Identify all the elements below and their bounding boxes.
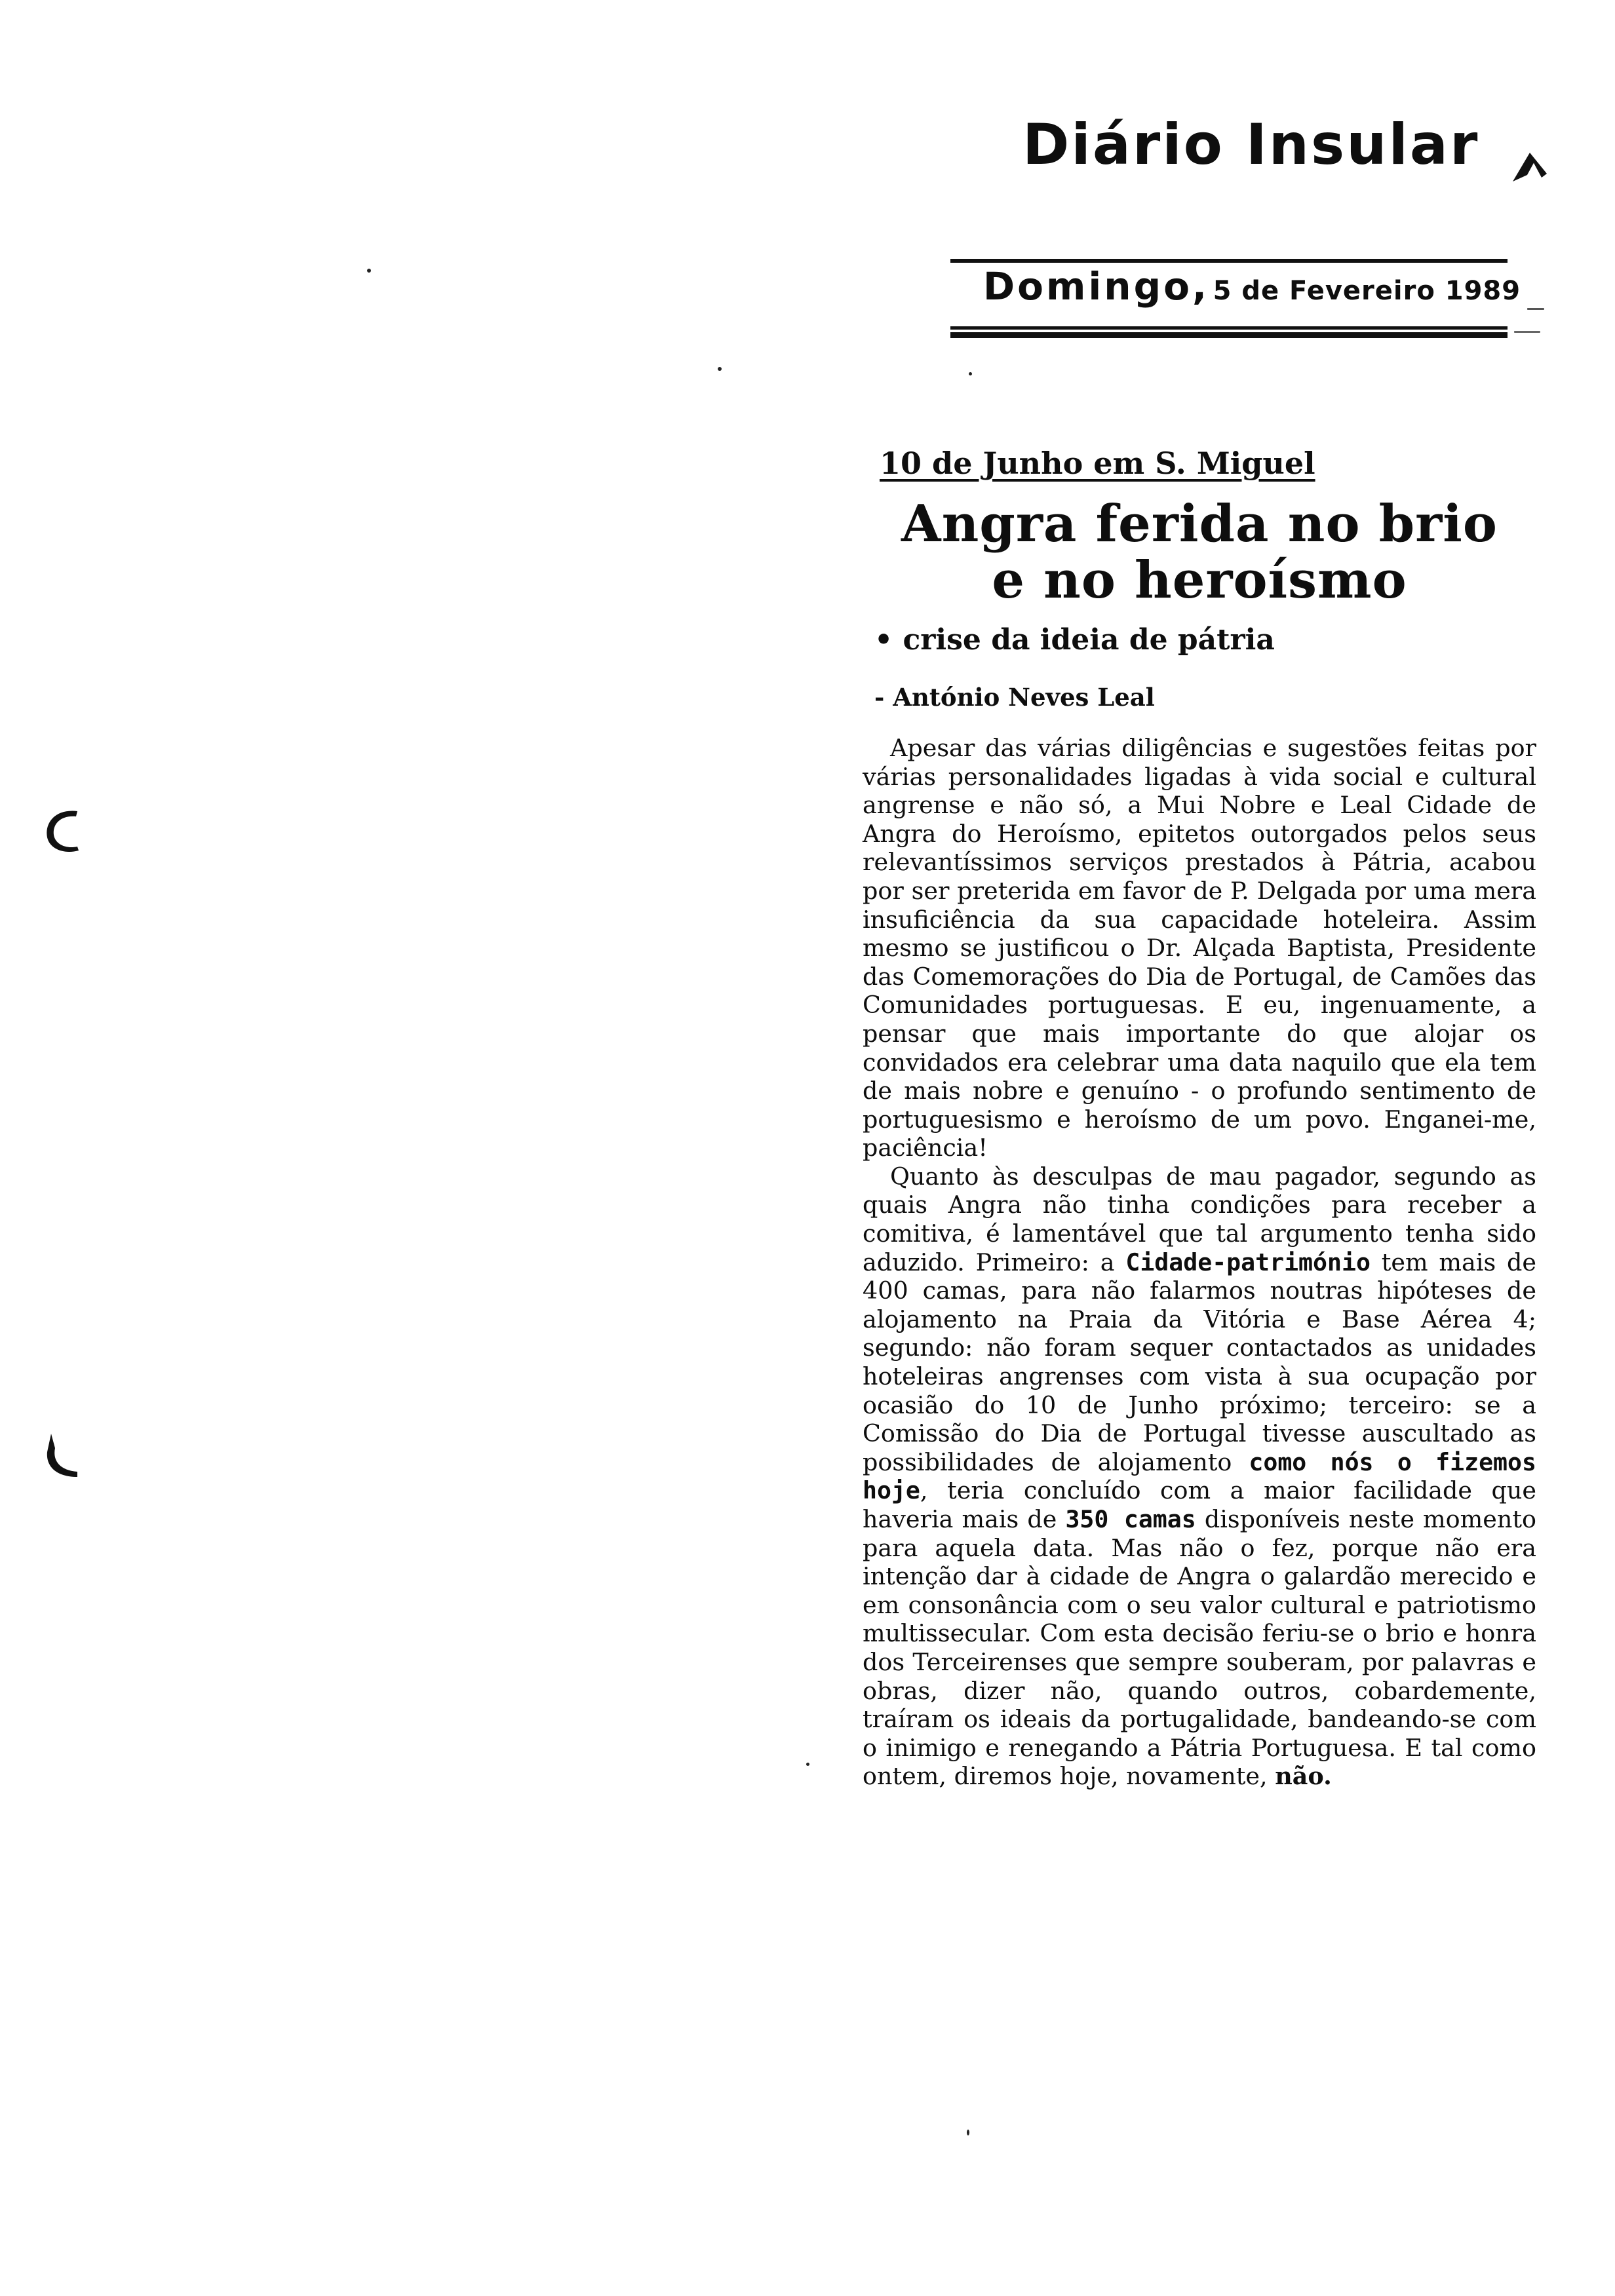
p2-bold-cidade-patrimonio: Cidade-património bbox=[1125, 1248, 1371, 1276]
headline-line-2: e no heroísmo bbox=[992, 550, 1407, 610]
p2-text-2: tem mais de 400 camas, para não falarmos noutras hipóteses de alojamento na Praia da Vitória e Base Aérea 4; segundo: não foram sequer contactados as unidades hoteleiras angrenses com vista à sua ocupação por ocasião do 10 de Junho próximo; terceiro: se a Comissão do Dia de Portugal tivesse auscultado as possibilidades de alojamento bbox=[863, 1248, 1536, 1476]
p2-text-4: disponíveis neste momento para aquela data. Mas não o fez, porque não era intenção dar à cidade de Angra o galardão merecido e em consonância com o seu valor cultural e patriotismo multissecular. Com esta decisão feriu-se o brio e honra dos Terceirenses que sempre souberam, por palavras e obras, dizer não, quando outros, cobardemente, traíram os ideais da portugalidade, bandeando-se com o inimigo e renegando a Pátria Portuguesa. E tal como ontem, diremos hoje, novamente, bbox=[863, 1505, 1537, 1791]
punch-mark-icon bbox=[38, 1428, 80, 1481]
date-rule-top bbox=[950, 259, 1508, 263]
article-byline: - António Neves Leal bbox=[874, 682, 1155, 712]
date-line bbox=[983, 264, 1521, 309]
article-kicker: 10 de Junho em S. Miguel bbox=[880, 446, 1315, 481]
p2-bold-350-camas: 350 camas bbox=[1065, 1505, 1196, 1533]
paragraph-2 bbox=[863, 1162, 1536, 1791]
date-rest: 5 de Fevereiro 1989 bbox=[1213, 276, 1521, 306]
scan-speck bbox=[806, 1763, 809, 1766]
article bbox=[859, 446, 1540, 1791]
scan-speck bbox=[1527, 308, 1544, 310]
article-headline bbox=[859, 496, 1540, 609]
scan-speck bbox=[969, 372, 972, 375]
article-body bbox=[863, 734, 1536, 1791]
newspaper-name: Diário Insular bbox=[1022, 112, 1480, 178]
scan-speck bbox=[718, 367, 722, 371]
corner-mark-icon bbox=[1508, 141, 1553, 187]
article-subtitle: • crise da ideia de pátria bbox=[874, 622, 1275, 657]
scan-speck bbox=[367, 269, 371, 273]
p2-bold-nao: não. bbox=[1275, 1762, 1332, 1791]
date-weekday: Domingo, bbox=[983, 264, 1209, 309]
punch-mark-icon bbox=[41, 805, 83, 857]
date-rule-bottom bbox=[950, 326, 1508, 338]
headline-line-1: Angra ferida no brio bbox=[901, 494, 1498, 554]
scan-speck bbox=[1514, 331, 1540, 333]
p2-text-1: Quanto às desculpas de mau pagador, segundo as quais Angra não tinha condições para receber a comitiva, é lamentável que tal argumento tenha sido aduzido. Primeiro: a bbox=[863, 1162, 1536, 1276]
p2-bold-como-nos: como nós o fizemos hoje bbox=[863, 1447, 1536, 1505]
paragraph-1: Apesar das várias diligências e sugestões feitas por várias personalidades ligadas à vida social e cultural angrense e não só, a Mui Nobre e Leal Cidade de Angra do Heroísmo, epitetos outorgados pelos seus relevantíssimos serviços prestados à Pátria, acabou por ser preterida em favor de P. Delgada por uma mera insuficiência da sua capacidade hoteleira. Assim mesmo se justificou o Dr. Alçada Baptista, Presidente das Comemorações do Dia de Portugal, de Camões das Comunidades portuguesas. E eu, ingenuamente, a pensar que mais importante do que alojar os convidados era celebrar uma data naquilo que ela tem de mais nobre e genuíno - o profundo sentimento de portuguesismo e heroísmo de um povo. Enganei-me, paciência! bbox=[863, 733, 1536, 1162]
p2-text-3: , teria concluído com a maior facilidade que haveria mais de bbox=[863, 1476, 1536, 1533]
scan-speck bbox=[967, 2130, 969, 2135]
